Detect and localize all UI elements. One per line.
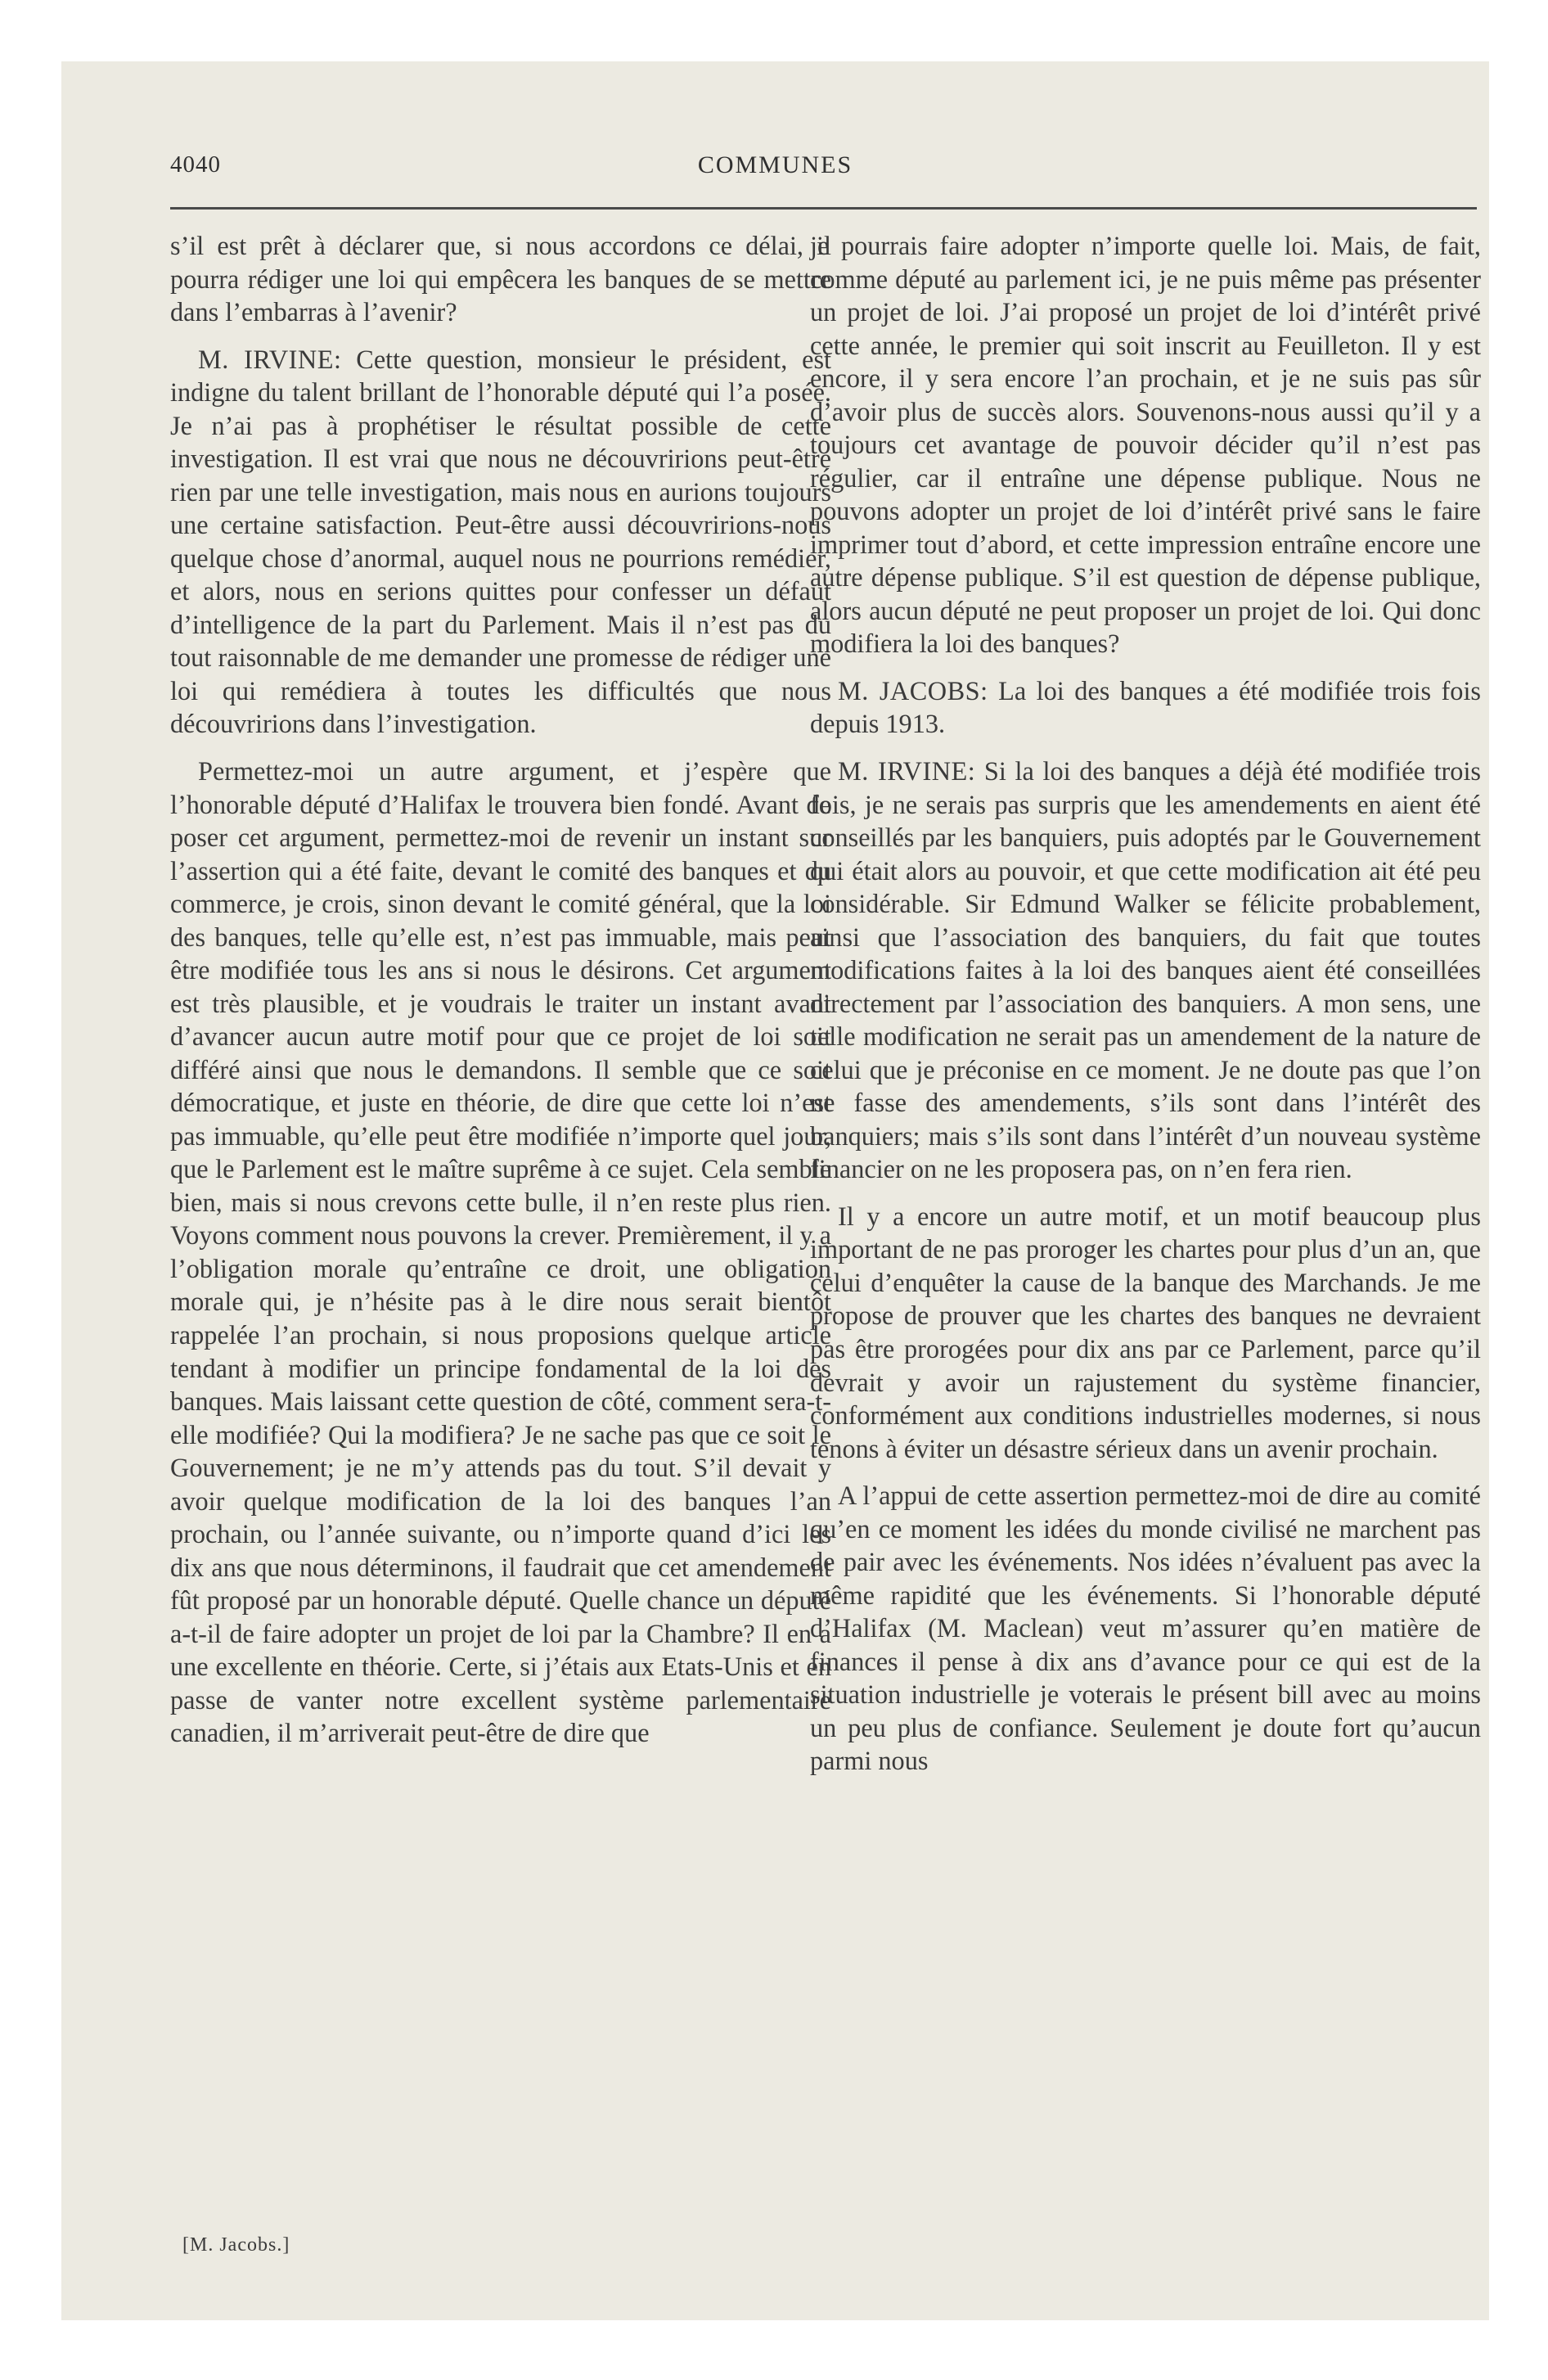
page xyxy=(61,61,1489,2320)
speech-text: Cette question, monsieur le président, est indigne du talent brillant de l’honorable député qui l’a posée. Je n’ai pas à prophétiser le résultat possible de cette investigation. Il est vrai que nous ne découvririons peut-être rien par une telle investigation, mais nous en aurions toujours une certaine satisfaction. Peut-être aussi découvririons-nous quelque chose d’anormal, auquel nous ne pourrions remédier, et alors, nous en serions quittes pour confesser un défaut d’intelligence de la part du Parlement. Mais il n’est pas du tout raisonnable de me demander une promesse de rédiger une loi qui remédiera à toutes les difficultés que nous découvririons dans l’investigation. xyxy=(170,344,831,739)
page-number: 4040 xyxy=(170,151,221,178)
left-column xyxy=(170,229,831,1764)
right-column xyxy=(810,229,1481,1792)
speech-text: Si la loi des banques a déjà été modifiée trois fois, je ne serais pas surpris que les amendements en aient été conseillés par les banquiers, puis adoptés par le Gouvernement qui était alors au pouvoir, et que cette modification ait été peu considérable. Sir Edmund Walker se félicite probablement, ainsi que l’association des banquiers, du fait que toutes modifications faites à la loi des banques aient été conseillées directement par l’association des banquiers. A mon sens, une telle modification ne serait pas un amendement de la nature de celui que je préconise en ce moment. Je ne doute pas que l’on ne fasse des amendements, s’ils sont dans l’intérêt des banquiers; mais s’ils sont dans l’intérêt d’un nouveau système financier on ne les proposera pas, on n’en fera rien. xyxy=(810,755,1481,1184)
paragraph xyxy=(170,343,831,741)
paragraph: A l’appui de cette assertion permettez-moi de dire au comité qu’en ce moment les idées du monde civilisé ne marchent pas de pair avec les événements. Nos idées n’évaluent pas avec la même rapidité que les événements. Si l’honorable député d’Halifax (M. Maclean) veut m’assurer qu’en matière de finances il pense à dix ans d’avance pour ce qui est de la situation industrielle je voterais le présent bill avec au moins un peu plus de confiance. Seulement je doute fort qu’aucun parmi nous xyxy=(810,1481,1481,1776)
paragraph: Permettez-moi un autre argument, et j’espère que l’honorable député d’Halifax le trouvera bien fondé. Avant de poser cet argument, permettez-moi de revenir un instant sur l’assertion qui a été faite, devant le comité des banques et du commerce, je crois, sinon devant le comité général, que la loi des banques, telle qu’elle est, n’est pas immuable, mais peut être modifiée tous les ans si nous le désirons. Cet argument est très plausible, et je voudrais le traiter un instant avant d’avancer aucun autre motif pour que ce projet de loi soit différé ainsi que nous le demandons. Il semble que ce soit démocratique, et juste en théorie, de dire que cette loi n’est pas immuable, qu’elle peut être modifiée n’importe quel jour, que le Parlement est le maître suprême à ce sujet. Cela semble bien, mais si nous crevons cette bulle, il n’en reste plus rien. Voyons comment nous pouvons la crever. Premièrement, il y a l’obligation morale qu’entraîne ce droit, une obligation morale qui, je n’hésite pas à le dire nous serait bientôt rappelée l’an prochain, si nous proposions quelque article tendant à modifier un principe fondamental de la loi des banques. Mais laissant cette question de côté, comment sera-t-elle modifiée? Qui la modifiera? Je ne sache pas que ce soit le Gouvernement; je ne m’y attends pas du tout. S’il devait y avoir quelque modification de la loi des banques l’an prochain, ou l’année suivante, ou n’importe quand d’ici les dix ans que nous déterminons, il faudrait que cet amendement fût proposé par un honorable député. Quelle chance un député a-t-il de faire adopter un projet de loi par la Chambre? Il en a une excellente en théorie. Certe, si j’étais aux Etats-Unis et en passe de vanter notre excellent système parlementaire canadien, il m’arriverait peut-être de dire que xyxy=(170,755,831,1748)
paragraph: Il y a encore un autre motif, et un motif beaucoup plus important de ne pas proroger les chartes pour plus d’un an, que celui d’enquêter la cause de la banque des Marchands. Je me propose de prouver que les chartes des banques ne devraient pas être prorogées pour dix ans par ce Parlement, parce qu’il devrait y avoir un rajustement du système financier, conformément aux conditions industrielles modernes, si nous tenons à éviter un désastre sérieux dans un avenir prochain. xyxy=(810,1201,1481,1463)
paragraph xyxy=(810,755,1481,1186)
header-rule xyxy=(170,207,1477,210)
running-title: COMMUNES xyxy=(697,151,853,178)
paragraph xyxy=(810,674,1481,741)
speech-text: La loi des banques a été modifiée trois fois depuis 1913. xyxy=(810,675,1481,739)
speaker-name: M. IRVINE: xyxy=(838,755,976,786)
paragraph: s’il est prêt à déclarer que, si nous accordons ce délai, il pourra rédiger une loi qui empêcera les banques de se mettre dans l’embarras à l’avenir? xyxy=(170,231,831,327)
page-header xyxy=(61,151,1489,201)
speaker-name: M. IRVINE: xyxy=(198,344,342,374)
speaker-footnote: [M. Jacobs.] xyxy=(182,2234,290,2256)
speaker-name: M. JACOBS: xyxy=(838,675,988,705)
paragraph: je pourrais faire adopter n’importe quelle loi. Mais, de fait, comme député au parlement ici, je ne puis même pas présenter un projet de loi. J’ai proposé un projet de loi d’intérêt privé cette année, le premier qui soit inscrit au Feuilleton. Il y est encore, il y sera encore l’an prochain, et je ne suis pas sûr d’avoir plus de succès alors. Souvenons-nous aussi qu’il y a toujours cet avantage de pouvoir décider qu’il n’est pas régulier, car il entraîne une dépense publique. Nous ne pouvons adopter un projet de loi d’intérêt privé sans le faire imprimer tout d’abord, et cette impression entraîne encore une autre dépense publique. S’il est question de dépense publique, alors aucun député ne peut proposer un projet de loi. Qui donc modifiera la loi des banques? xyxy=(810,231,1481,659)
